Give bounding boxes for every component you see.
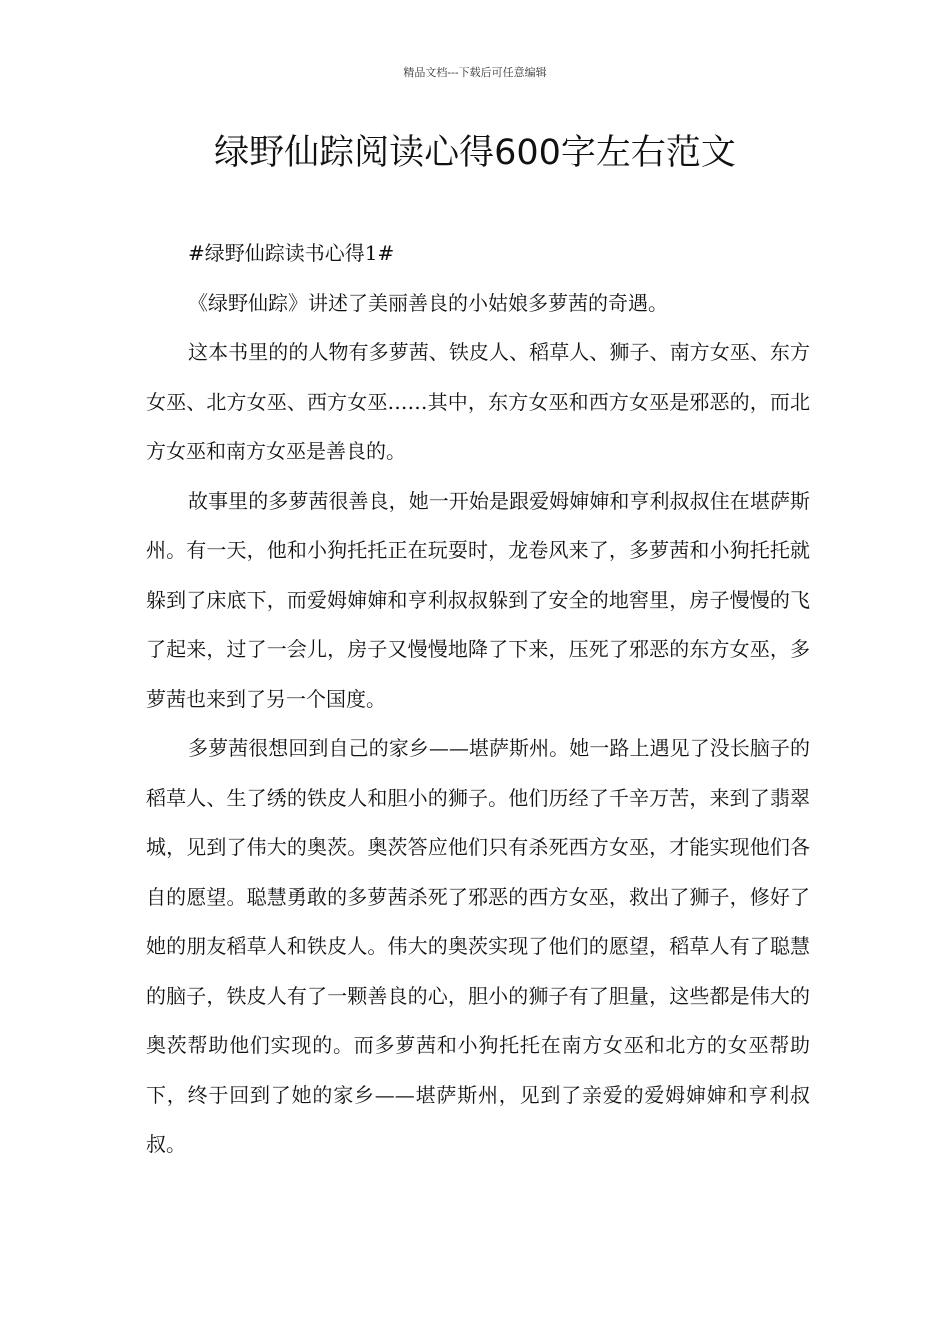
document-body (146, 229, 810, 1170)
paragraph-heading: #绿野仙踪读书心得1# (188, 241, 395, 265)
document-title: 绿野仙踪阅读心得600字左右范文 (214, 133, 736, 173)
paragraph: 《绿野仙踪》讲述了美丽善良的小姑娘多萝茜的奇遇。 (188, 290, 668, 315)
paragraph: 故事里的多萝茜很善良，她一开始是跟爱姆婶婶和亨利叔叔住在堪萨斯州。有一天，他和小狗托托正在玩耍时，龙卷风来了，多萝茜和小狗托托就躲到了床底下，而爱姆婶婶和亨利叔叔躲到了安全的地窖里，房子慢慢的飞了起来，过了一会儿，房子又慢慢地降了下来，压死了邪恶的东方女巫，多萝茜也来到了另一个国度。 (146, 488, 810, 711)
paragraph: 这本书里的的人物有多萝茜、铁皮人、稻草人、狮子、南方女巫、东方女巫、北方女巫、西方女巫……其中，东方女巫和西方女巫是邪恶的，而北方女巫和南方女巫是善良的。 (146, 340, 810, 463)
page-header: 精品文档---下载后可任意编辑 (403, 66, 547, 79)
paragraph: 多萝茜很想回到自己的家乡——堪萨斯州。她一路上遇见了没长脑子的稻草人、生了绣的铁皮人和胆小的狮子。他们历经了千辛万苦，来到了翡翠城，见到了伟大的奥茨。奥茨答应他们只有杀死西方女巫，才能实现他们各自的愿望。聪慧勇敢的多萝茜杀死了邪恶的西方女巫，救出了狮子，修好了她的朋友稻草人和铁皮人。伟大的奥茨实现了他们的愿望，稻草人有了聪慧的脑子，铁皮人有了一颗善良的心，胆小的狮子有了胆量，这些都是伟大的奥茨帮助他们实现的。而多萝茜和小狗托托在南方女巫和北方的女巫帮助下，终于回到了她的家乡——堪萨斯州，见到了亲爱的爱姆婶婶和亨利叔叔。 (146, 736, 810, 1156)
